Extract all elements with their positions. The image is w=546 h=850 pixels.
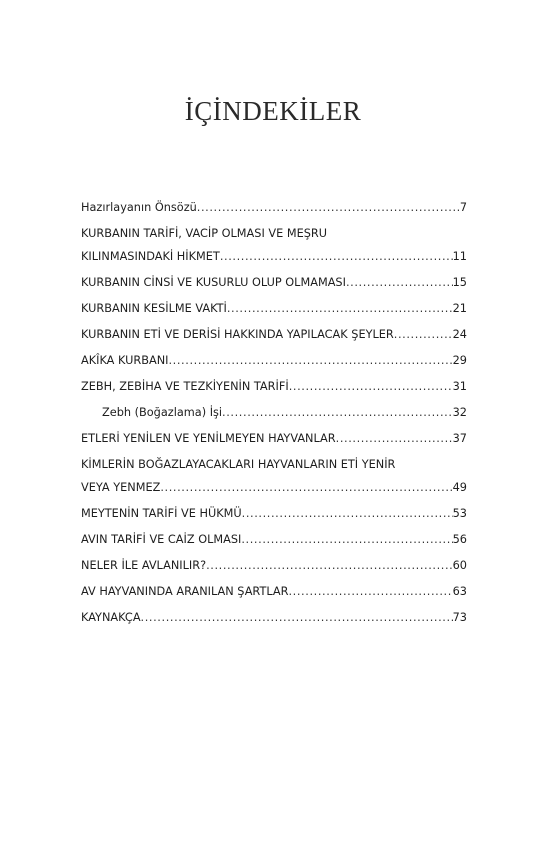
toc-entry-title: KURBANIN KESİLME VAKTİ [81,302,227,315]
toc-entry-akika-kurbani[interactable] [81,349,467,372]
dot-leader [394,323,453,346]
toc-entry-page: 60 [452,559,467,572]
toc-entry-title: ETLERİ YENİLEN VE YENİLMEYEN HAYVANLAR [81,432,336,445]
toc-entry-title: ZEBH, ZEBİHA VE TEZKİYENİN TARİFİ [81,380,289,393]
dot-leader [336,427,453,450]
toc-entry-page: 29 [452,354,467,367]
dot-leader [168,349,452,372]
dot-leader [222,401,453,424]
page-title: İÇİNDEKİLER [184,96,362,126]
dot-leader [227,297,453,320]
toc-entry-page: 31 [452,380,467,393]
toc-entry-kesilme-vakti[interactable] [81,297,467,320]
toc-entry-title: Zebh (Boğazlama) İşi [102,406,223,419]
table-of-contents [81,196,467,632]
dot-leader [220,245,453,268]
toc-entry-meytenin-tarifi[interactable] [81,502,467,525]
dot-leader [346,271,453,294]
toc-entry-neler-ile-avlanilir[interactable] [81,554,467,577]
toc-entry-title: KURBANIN TARİFİ, VACİP OLMASI VE MEŞRU [81,227,328,240]
toc-entry-page: 37 [452,432,467,445]
toc-entry-title: KİMLERİN BOĞAZLAYACAKLARI HAYVANLARIN ETİ YENİR [81,458,396,471]
toc-entry-title: KAYNAKÇA [81,611,141,624]
toc-entry-aranilan-sartlar[interactable] [81,580,467,603]
toc-entry-eti-ve-derisi[interactable] [81,323,467,346]
toc-entry-page: 11 [452,250,467,263]
toc-entry-page: 73 [452,611,467,624]
toc-entry-title: KURBANIN CİNSİ VE KUSURLU OLUP OLMAMASI [81,276,346,289]
toc-entry-title: AVIN TARİFİ VE CAİZ OLMASI [81,533,242,546]
toc-entry-kurbanin-tarifi[interactable] [81,222,467,268]
toc-entry-kaynakca[interactable] [81,606,467,629]
dot-leader [160,476,452,499]
toc-entry-page: 53 [452,507,467,520]
toc-subentry-bogazlama[interactable] [81,401,467,424]
toc-entry-page: 32 [452,406,467,419]
toc-entry-onsoz[interactable] [81,196,467,219]
toc-entry-page: 24 [452,328,467,341]
toc-entry-page: 7 [459,201,467,214]
dot-leader [241,528,452,551]
toc-entry-kimlerin-bogazlayacaklari[interactable] [81,453,467,499]
toc-entry-page: 56 [452,533,467,546]
toc-entry-page: 21 [452,302,467,315]
toc-entry-page: 49 [452,481,467,494]
toc-entry-page: 63 [452,585,467,598]
toc-entry-title: Hazırlayanın Önsözü [81,201,197,214]
toc-entry-page: 15 [452,276,467,289]
toc-entry-title: MEYTENİN TARİFİ VE HÜKMÜ [81,507,242,520]
toc-entry-title: AKÎKA KURBANI [81,354,169,367]
dot-leader [242,502,453,525]
toc-entry-title: NELER İLE AVLANILIR? [81,559,207,572]
dot-leader [289,375,453,398]
toc-entry-zebh-zebiha[interactable] [81,375,467,398]
toc-entry-title: AV HAYVANINDA ARANILAN ŞARTLAR [81,585,289,598]
dot-leader [288,580,452,603]
toc-entry-title-continued: VEYA YENMEZ [81,481,161,494]
toc-entry-title-continued: KILINMASINDAKİ HİKMET [81,250,220,263]
toc-entry-etleri-yenilen[interactable] [81,427,467,450]
dot-leader [206,554,453,577]
dot-leader [141,606,453,629]
toc-entry-avin-tarifi[interactable] [81,528,467,551]
toc-entry-title: KURBANIN ETİ VE DERİSİ HAKKINDA YAPILACAK ŞEYLER [81,328,394,341]
dot-leader [197,196,460,219]
toc-entry-kurbanin-cinsi[interactable] [81,271,467,294]
